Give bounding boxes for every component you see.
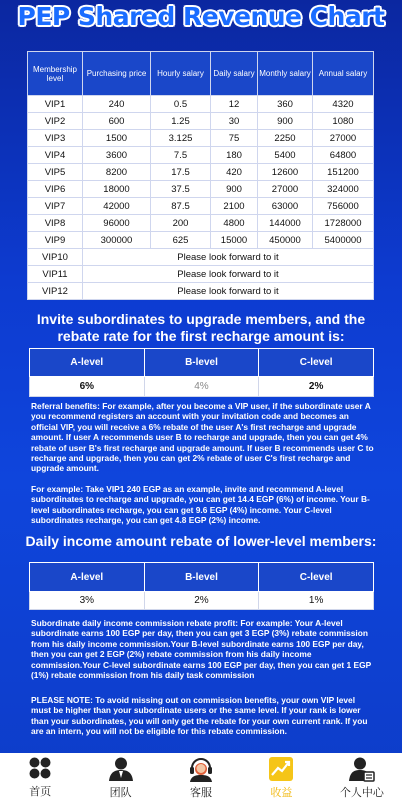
tab-customer-service-label: 客服 (190, 786, 213, 799)
table-cell: 144000 (258, 215, 313, 232)
tab-personal-center[interactable] (322, 753, 402, 799)
table-cell: 5400000 (313, 232, 374, 249)
personal-center-icon (349, 756, 375, 781)
table-cell: 0.5 (151, 96, 211, 113)
table-cell: 3.125 (151, 130, 211, 147)
header-annual-salary: Annual salary (313, 52, 374, 96)
rate-header-a: A-level (30, 349, 145, 377)
vip-level-cell: VIP4 (28, 147, 83, 164)
table-cell: 63000 (258, 198, 313, 215)
table-cell: 42000 (83, 198, 151, 215)
daily-value-a: 3% (30, 592, 145, 610)
table-row (28, 249, 374, 266)
daily-value-c: 1% (259, 592, 374, 610)
table-cell: 8200 (83, 164, 151, 181)
vip-level-cell: VIP10 (28, 249, 83, 266)
table-row (28, 96, 374, 113)
vip-level-cell: VIP12 (28, 283, 83, 300)
table-cell: 625 (151, 232, 211, 249)
table-cell: 1.25 (151, 113, 211, 130)
table-row (28, 198, 374, 215)
table-row (28, 164, 374, 181)
vip-level-cell: VIP7 (28, 198, 83, 215)
table-cell: 1500 (83, 130, 151, 147)
table-cell: 64800 (313, 147, 374, 164)
table-cell: 27000 (313, 130, 374, 147)
header-monthly-salary: Monthly salary (258, 52, 313, 96)
table-cell: 240 (83, 96, 151, 113)
table-cell: 30 (211, 113, 258, 130)
table-row (28, 147, 374, 164)
table-cell: 3600 (83, 147, 151, 164)
table-cell: 37.5 (151, 181, 211, 198)
tab-home-label: 首页 (29, 785, 52, 798)
tab-team-label: 团队 (109, 786, 132, 799)
table-cell: 180 (211, 147, 258, 164)
referral-benefits-text: Referral benefits: For example, after you become a VIP user, if the subordinate user A you recommend registers an account with your invitation code and becomes an official VIP, you will receive a 6% rebate of the user A's first recharge and upgrade amount. If user A recommends user B to recharge and upgrade, then you can get 4% rebate of user B's first recharge and upgrade amount. If user B recommends user C to recharge and upgrade, then you can get 2% rebate of user C's first recharge and upgrade amount. (31, 401, 374, 474)
tab-team[interactable] (80, 753, 160, 799)
table-cell: 18000 (83, 181, 151, 198)
table-cell: 1080 (313, 113, 374, 130)
table-cell: 7.5 (151, 147, 211, 164)
vip-level-cell: VIP11 (28, 266, 83, 283)
table-row (28, 130, 374, 147)
table-cell: 900 (211, 181, 258, 198)
table-cell: 900 (258, 113, 313, 130)
table-cell: 5400 (258, 147, 313, 164)
vip-level-cell: VIP6 (28, 181, 83, 198)
table-cell: 12600 (258, 164, 313, 181)
table-cell: 27000 (258, 181, 313, 198)
rate-header-c: C-level (259, 349, 374, 377)
tab-earnings-label: 收益 (270, 786, 293, 799)
coming-soon-cell: Please look forward to it (83, 249, 374, 266)
daily-header-b: B-level (144, 563, 259, 592)
please-note-text: PLEASE NOTE: To avoid missing out on commission benefits, your own VIP level must be higher than your subordinate users or the same level. If your rank is lower than your subordinates, you will only get the rebate for your own current rank. If you are an intern, you will not be eligible for this rebate commission. (31, 695, 368, 737)
daily-rebate-heading: Daily income amount rebate of lower-level members: (25, 533, 377, 549)
table-cell: 2100 (211, 198, 258, 215)
table-cell: 4800 (211, 215, 258, 232)
header-hourly-salary: Hourly salary (151, 52, 211, 96)
customer-service-icon (188, 756, 214, 781)
table-cell: 200 (151, 215, 211, 232)
rate-value-c: 2% (259, 377, 374, 397)
table-header-row (28, 52, 374, 96)
table-row (28, 113, 374, 130)
coming-soon-cell: Please look forward to it (83, 266, 374, 283)
coming-soon-cell: Please look forward to it (83, 283, 374, 300)
table-row (28, 266, 374, 283)
table-cell: 12 (211, 96, 258, 113)
table-cell: 360 (258, 96, 313, 113)
header-purchasing-price: Purchasing price (83, 52, 151, 96)
daily-value-b: 2% (144, 592, 259, 610)
table-cell: 87.5 (151, 198, 211, 215)
rate-header-b: B-level (144, 349, 259, 377)
table-row (28, 181, 374, 198)
first-recharge-rebate-table (29, 348, 374, 397)
invite-heading: Invite subordinates to upgrade members, and the rebate rate for the first recharge amount is: (36, 311, 366, 344)
rate-value-a: 6% (30, 377, 145, 397)
table-cell: 96000 (83, 215, 151, 232)
vip-level-cell: VIP9 (28, 232, 83, 249)
table-cell: 300000 (83, 232, 151, 249)
daily-header-c: C-level (259, 563, 374, 592)
table-cell: 450000 (258, 232, 313, 249)
header-daily-salary: Daily salary (211, 52, 258, 96)
vip-level-cell: VIP5 (28, 164, 83, 181)
table-cell: 15000 (211, 232, 258, 249)
table-cell: 324000 (313, 181, 374, 198)
vip-level-cell: VIP8 (28, 215, 83, 232)
tab-earnings[interactable] (241, 753, 321, 799)
table-cell: 17.5 (151, 164, 211, 181)
bottom-tab-bar (0, 753, 402, 799)
earnings-chart-icon (268, 756, 294, 781)
tab-personal-center-label: 个人中心 (339, 786, 384, 799)
team-icon (108, 756, 134, 781)
table-cell: 75 (211, 130, 258, 147)
daily-header-a: A-level (30, 563, 145, 592)
vip-level-cell: VIP2 (28, 113, 83, 130)
header-membership-level: Membership level (28, 52, 83, 96)
vip-level-cell: VIP1 (28, 96, 83, 113)
rate-value-b: 4% (144, 377, 259, 397)
table-cell: 1728000 (313, 215, 374, 232)
table-row (28, 215, 374, 232)
table-cell: 756000 (313, 198, 374, 215)
example-text: For example: Take VIP1 240 EGP as an example, invite and recommend A-level subordinates to recharge and upgrade, you can get 14.4 EGP (6%) of income. Your B-level subordinates recharge, you can get 9.6 EGP (4%) income. Your C-level subordinates recharge, you can get 4.8 EGP (2%) income. (31, 484, 370, 526)
table-cell: 4320 (313, 96, 374, 113)
table-cell: 151200 (313, 164, 374, 181)
table-cell: 600 (83, 113, 151, 130)
table-row (28, 283, 374, 300)
vip-salary-table (27, 51, 374, 300)
table-cell: 2250 (258, 130, 313, 147)
tab-home[interactable] (0, 753, 80, 799)
daily-income-rebate-table (29, 562, 374, 610)
table-cell: 420 (211, 164, 258, 181)
page-title: PEP Shared Revenue Chart (17, 2, 385, 31)
vip-level-cell: VIP3 (28, 130, 83, 147)
home-grid-icon (28, 756, 52, 780)
tab-customer-service[interactable] (161, 753, 241, 799)
table-row (28, 232, 374, 249)
commission-profit-text: Subordinate daily income commission rebate profit: For example: Your A-level subordinate earns 100 EGP per day, then you can get 3 EGP (3%) rebate commission from his daily income commission.Your B-level subordinate earns 100 EGP per day, then you can get 2 EGP (2%) rebate commission from his daily income commission.Your C-level subordinate earns 100 EGP per day, then you can get 1 EGP (1%) rebate commission from his daily task commission (31, 618, 372, 681)
